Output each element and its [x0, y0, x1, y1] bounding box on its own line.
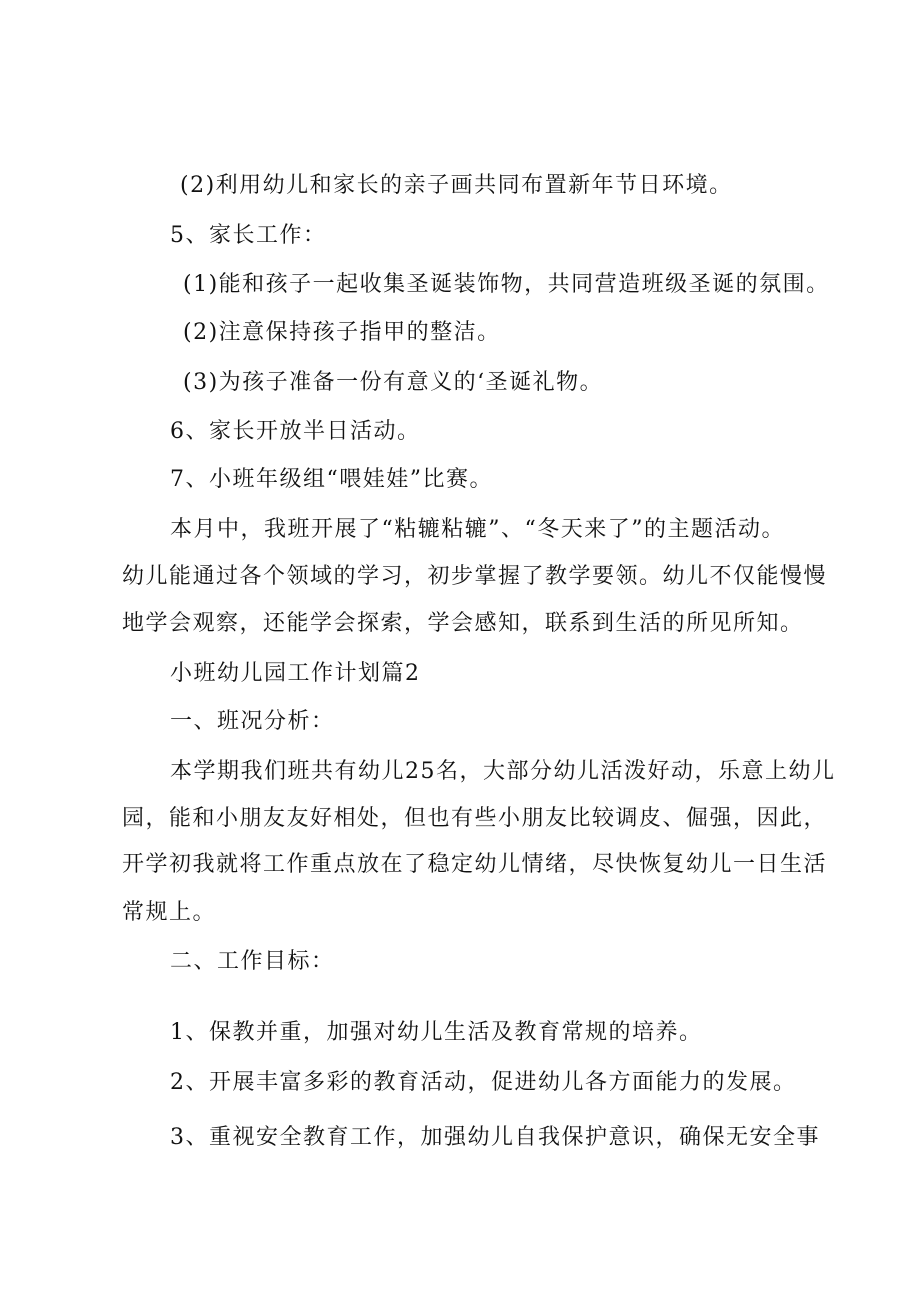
paragraph-line: 园，能和小朋友友好相处，但也有些小朋友比较调皮、倔强，因此， [122, 806, 828, 831]
paragraph-line: 3、重视安全教育工作，加强幼儿自我保护意识，确保无安全事 [170, 1125, 820, 1150]
paragraph-line: 1、保教并重，加强对幼儿生活及教育常规的培养。 [170, 1020, 703, 1045]
paragraph-line: 地学会观察，还能学会探索，学会感知，联系到生活的所见所知。 [122, 611, 804, 636]
paragraph-line: 幼儿能通过各个领域的学习，初步掌握了教学要领。幼儿不仅能慢慢 [122, 564, 828, 589]
paragraph-line: (1)能和孩子一起收集圣诞装饰物，共同营造班级圣诞的氛围。 [183, 272, 830, 297]
paragraph-line: (2)利用幼儿和家长的亲子画共同布置新年节日环境。 [180, 173, 733, 198]
paragraph-line: 本学期我们班共有幼儿25名，大部分幼儿活泼好动，乐意上幼儿 [170, 759, 836, 784]
section-heading: 二、工作目标： [170, 949, 335, 974]
paragraph-line: 6、家长开放半日活动。 [170, 419, 421, 444]
section-heading: 一、班况分析： [170, 709, 335, 734]
section-title: 小班幼儿园工作计划篇2 [170, 661, 421, 686]
paragraph-line: 本月中，我班开展了“粘辘粘辘”、“冬天来了”的主题活动。 [170, 517, 785, 542]
section-heading: 5、家长工作： [170, 223, 327, 248]
paragraph-line: 开学初我就将工作重点放在了稳定幼儿情绪，尽快恢复幼儿一日生活 [122, 852, 828, 877]
paragraph-line: 7、小班年级组“喂娃娃”比赛。 [170, 467, 493, 492]
paragraph-line: (3)为孩子准备一份有意义的‘圣诞礼物。 [183, 370, 604, 395]
paragraph-line: (2)注意保持孩子指甲的整洁。 [183, 320, 501, 345]
paragraph-line: 常规上。 [122, 900, 217, 925]
paragraph-line: 2、开展丰富多彩的教育活动，促进幼儿各方面能力的发展。 [170, 1070, 797, 1095]
